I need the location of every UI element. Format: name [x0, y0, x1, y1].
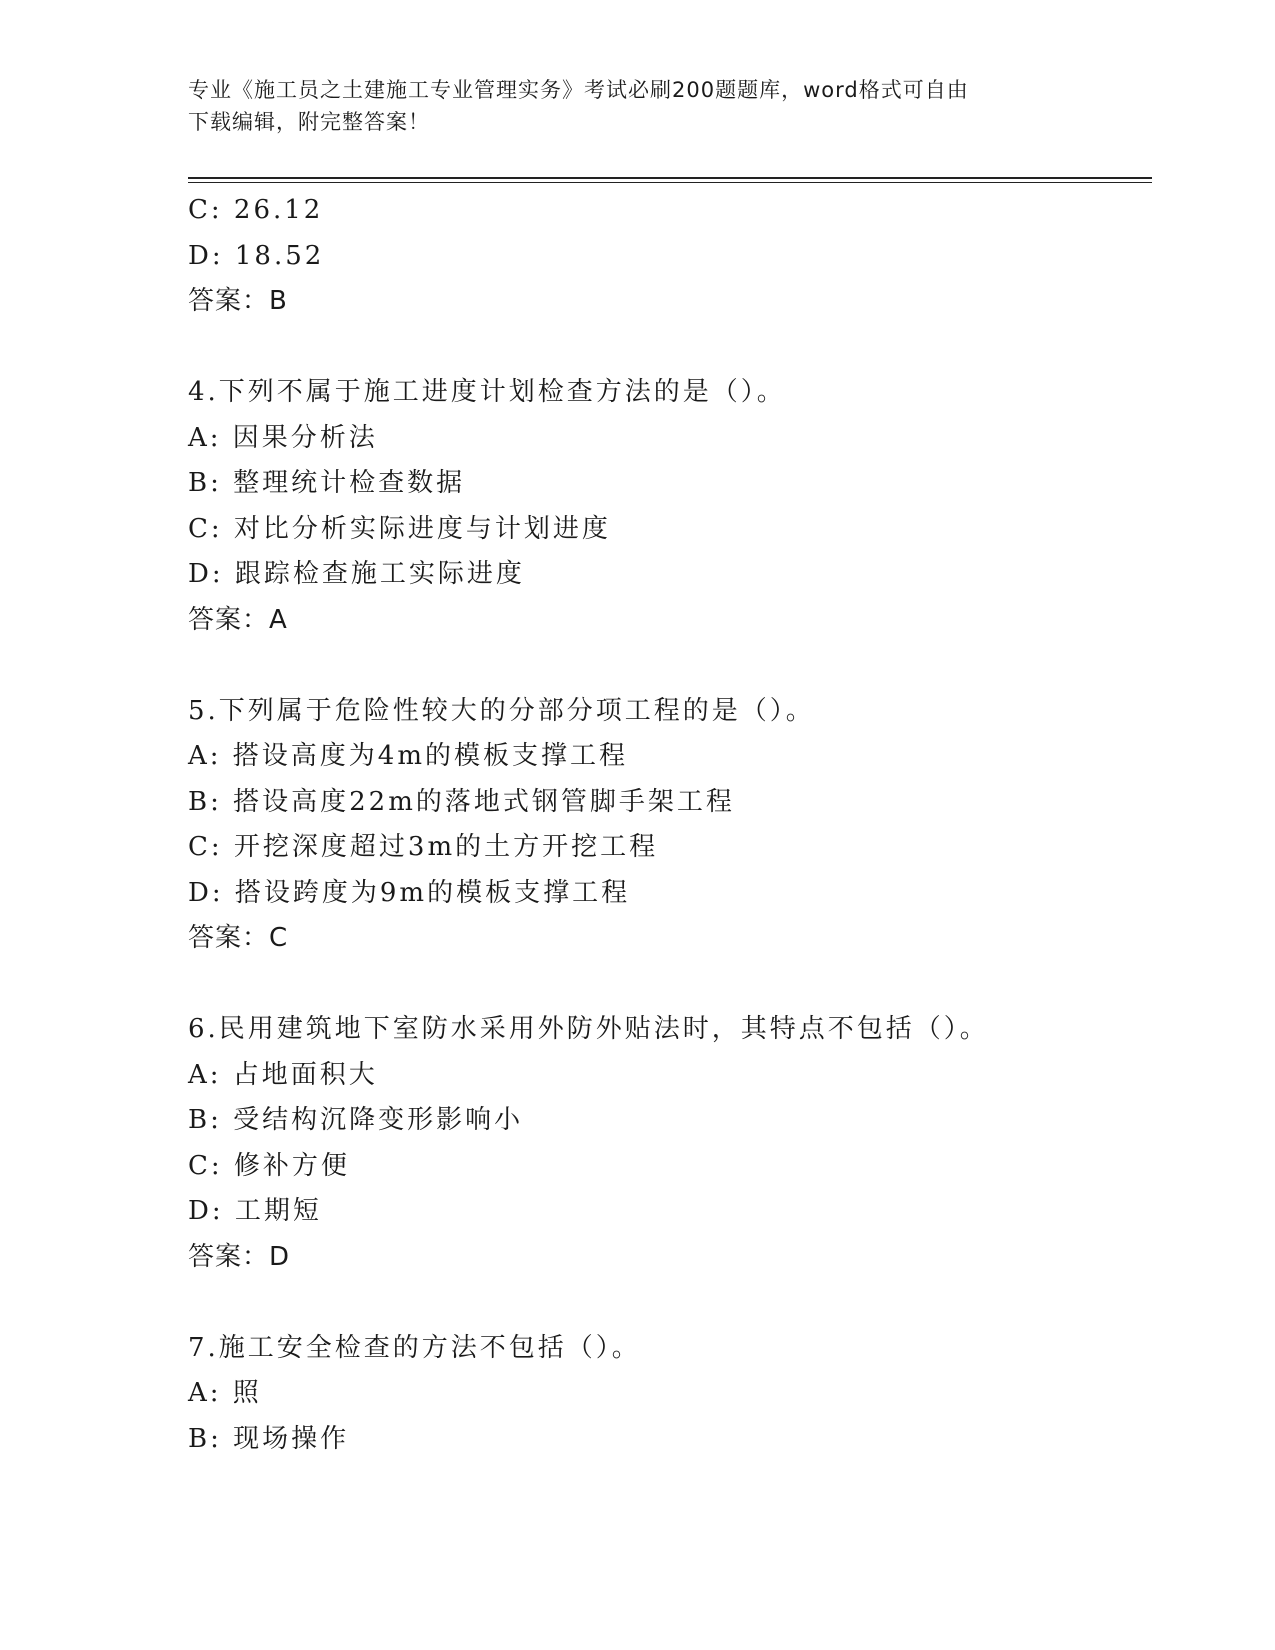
header-divider-thin [188, 182, 1152, 183]
option-b: B: 整理统计检查数据 [188, 468, 466, 498]
question-block [188, 689, 1148, 962]
question-list [188, 188, 1148, 1462]
option-c: C: 修补方便 [188, 1150, 350, 1181]
answer-line: 答案：D [188, 1241, 291, 1272]
option-a: A: 占地面积大 [188, 1059, 378, 1090]
document-header [188, 74, 1088, 138]
question-block-partial [188, 188, 1148, 325]
option-d: D: 18.52 [188, 240, 325, 271]
option-b: B: 受结构沉降变形影响小 [188, 1105, 524, 1135]
question-block [188, 370, 1148, 643]
option-a: A: 因果分析法 [188, 422, 378, 453]
option-a: A: 搭设高度为4m的模板支撑工程 [188, 741, 628, 771]
spacer [188, 962, 1148, 1008]
question-stem: 7.施工安全检查的方法不包括（）。 [188, 1332, 641, 1363]
question-stem: 4.下列不属于施工进度计划检查方法的是（）。 [188, 377, 786, 407]
answer-line: 答案：A [188, 604, 288, 635]
option-b: B: 现场操作 [188, 1423, 350, 1454]
option-b: B: 搭设高度22m的落地式钢管脚手架工程 [188, 786, 735, 817]
option-c: C: 26.12 [188, 195, 324, 225]
option-c: C: 开挖深度超过3m的土方开挖工程 [188, 832, 659, 862]
option-d: D: 工期短 [188, 1196, 322, 1226]
option-c: C: 对比分析实际进度与计划进度 [188, 513, 611, 544]
question-block [188, 1326, 1148, 1463]
spacer [188, 643, 1148, 689]
answer-line: 答案：B [188, 286, 288, 316]
spacer [188, 1280, 1148, 1326]
question-stem: 5.下列属于危险性较大的分部分项工程的是（）。 [188, 695, 815, 726]
option-a: A: 照 [188, 1378, 262, 1408]
option-d: D: 跟踪检查施工实际进度 [188, 559, 525, 589]
question-stem: 6.民用建筑地下室防水采用外防外贴法时，其特点不包括（）。 [188, 1014, 989, 1044]
answer-line: 答案：C [188, 923, 289, 953]
header-line-2: 下载编辑，附完整答案！ [188, 110, 430, 134]
header-divider-thick [188, 177, 1152, 179]
header-line-1: 专业《施工员之土建施工专业管理实务》考试必刷200题题库，word格式可自由 [188, 78, 969, 102]
spacer [188, 325, 1148, 371]
question-block [188, 1007, 1148, 1280]
option-d: D: 搭设跨度为9m的模板支撑工程 [188, 877, 631, 908]
